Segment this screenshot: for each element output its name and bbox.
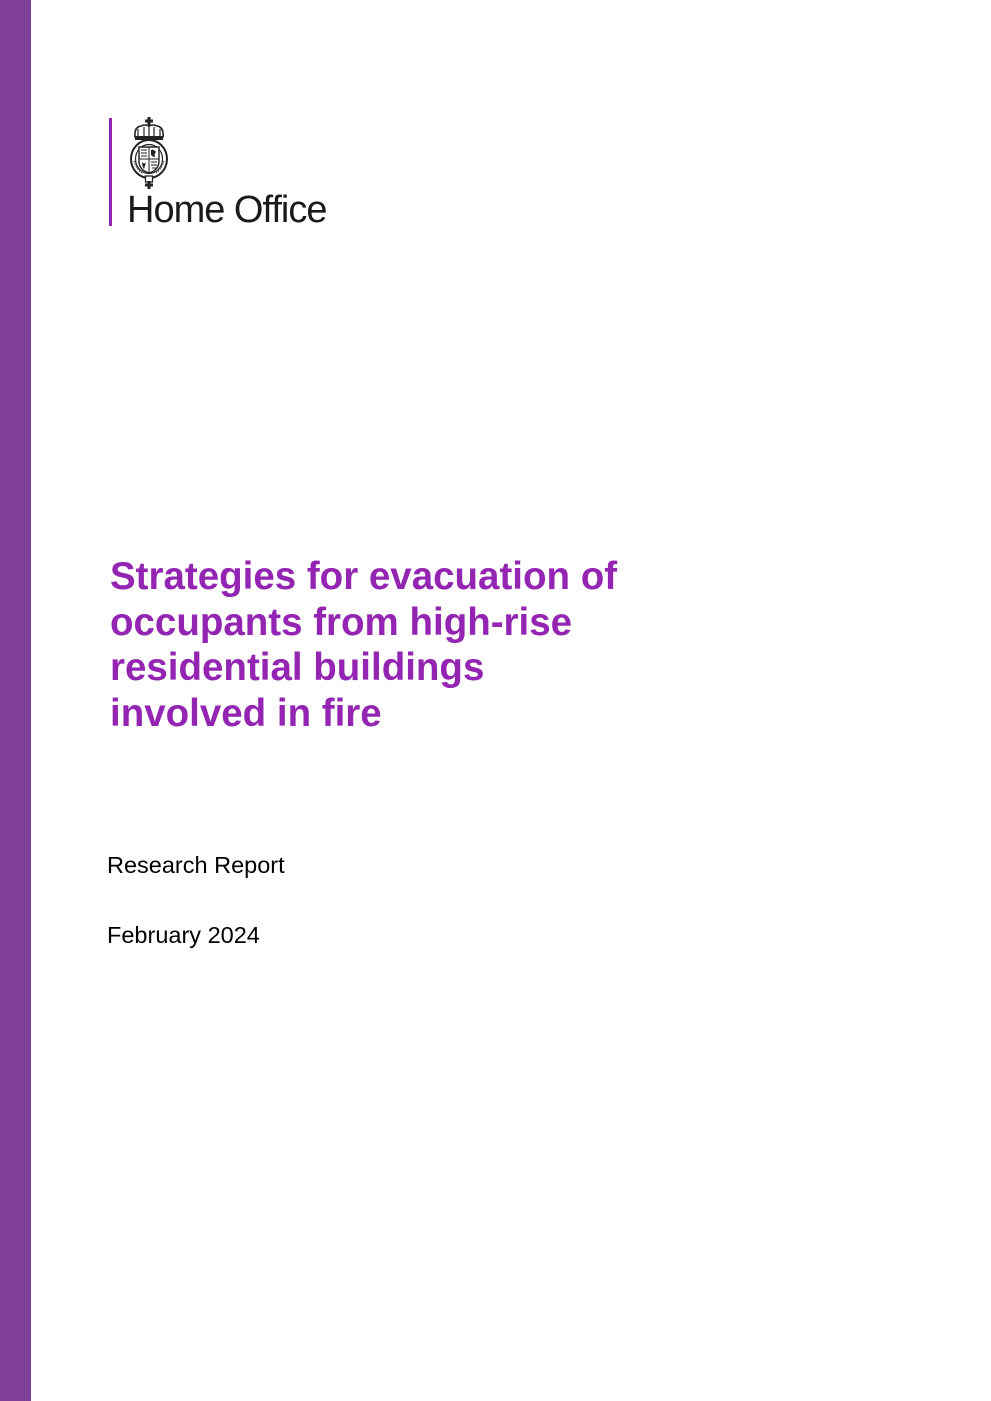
report-title-line: Strategies for evacuation of (110, 555, 618, 598)
report-title-line: involved in fire (110, 691, 382, 735)
report-title (110, 554, 750, 736)
organisation-name: Home Office (127, 189, 327, 231)
publication-date: February 2024 (107, 922, 260, 948)
report-type: Research Report (107, 852, 285, 878)
logo-divider-line (109, 118, 112, 226)
report-title-line: residential buildings (110, 646, 485, 689)
royal-coat-of-arms-icon (128, 117, 170, 189)
side-color-bar (0, 0, 31, 1401)
report-title-line: occupants from high-rise (110, 600, 573, 644)
home-office-logo (109, 117, 369, 229)
